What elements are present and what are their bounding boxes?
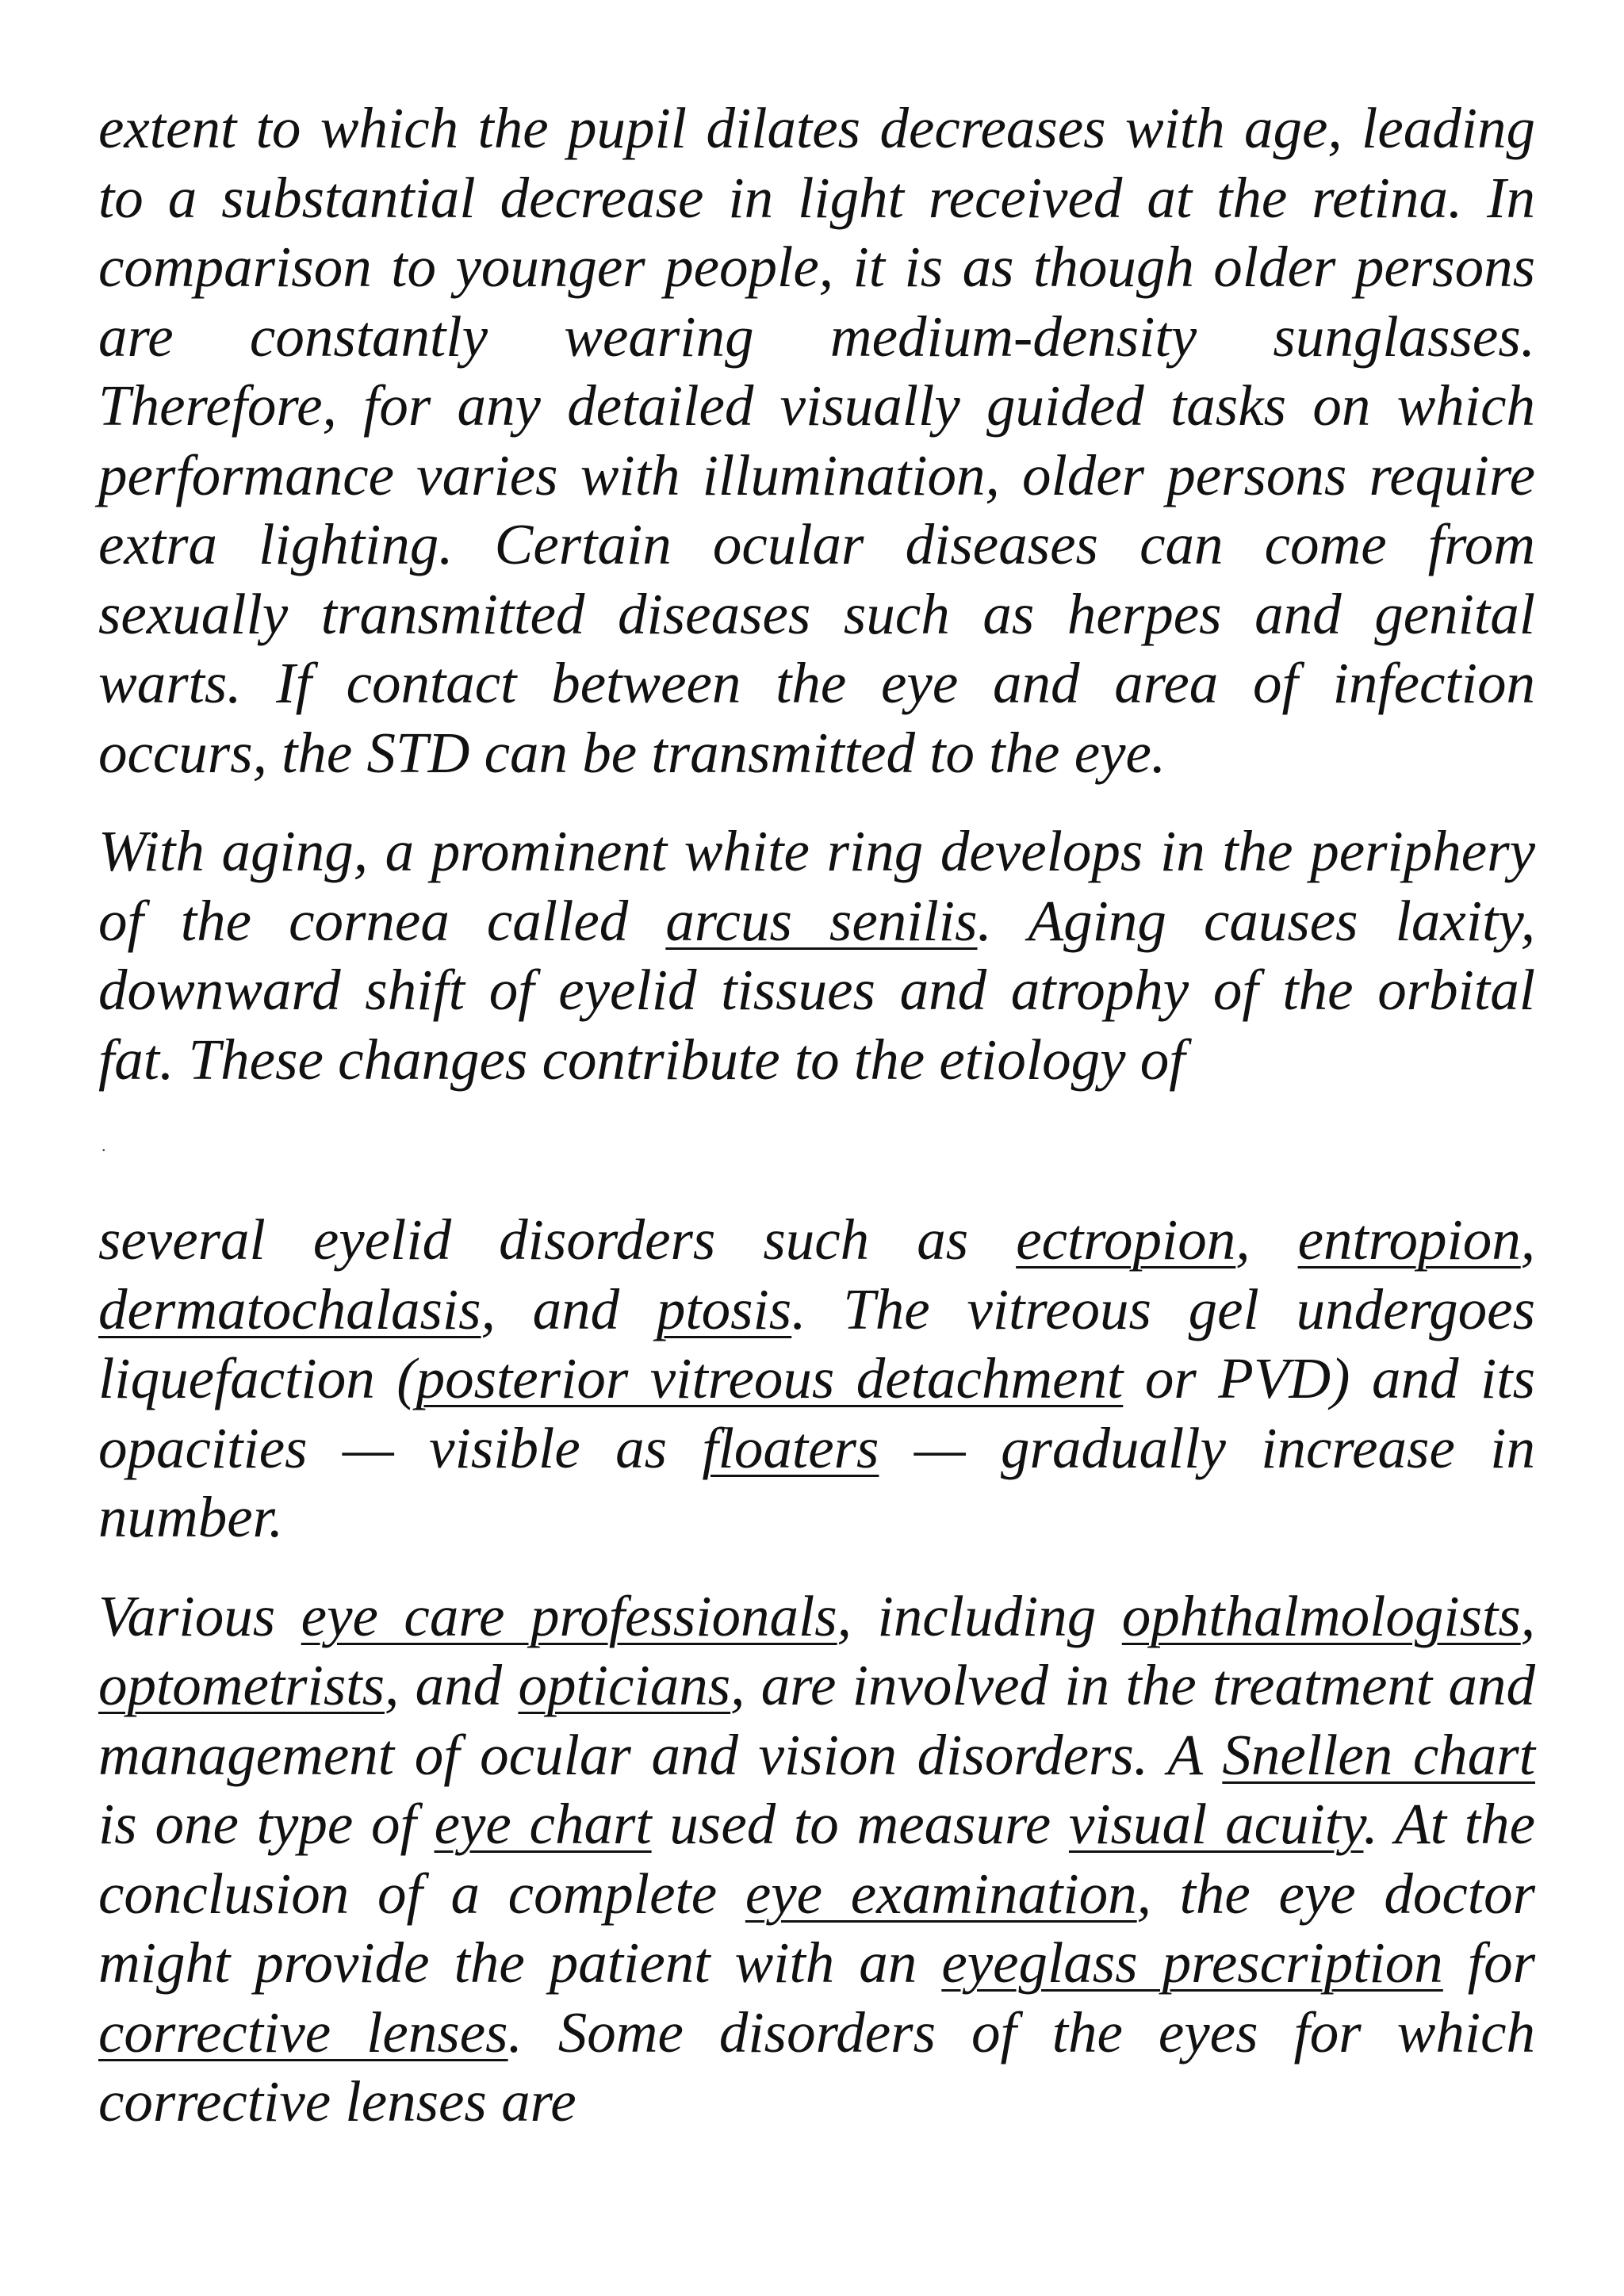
body-text: several eyelid disorders such as xyxy=(98,1207,1017,1272)
document-page xyxy=(98,94,1535,2137)
link-dermatochalasis[interactable]: dermatochalasis xyxy=(98,1276,481,1341)
link-entropion[interactable]: entropion xyxy=(1297,1207,1521,1272)
body-text: Various xyxy=(98,1583,301,1648)
link-corrective-lenses[interactable]: corrective lenses xyxy=(98,1999,508,2064)
paragraph-eyelid-disorders xyxy=(98,1205,1535,1552)
body-text: . Some disorders of the eyes for which corrective lenses are xyxy=(98,1999,1536,2133)
body-text: , the eye doctor might provide the patient with an xyxy=(98,1861,1535,1995)
body-text: or PVD) and its opacities — visible as xyxy=(98,1346,1535,1480)
body-text: , xyxy=(1235,1207,1298,1272)
link-eye-chart[interactable]: eye chart xyxy=(434,1792,652,1856)
body-text: , and xyxy=(481,1276,657,1341)
link-opticians[interactable]: opticians xyxy=(518,1653,731,1717)
body-text: , including xyxy=(837,1583,1122,1648)
body-text: . The vitreous gel undergoes liquefaction ( xyxy=(98,1276,1535,1410)
link-ectropion[interactable]: ectropion xyxy=(1016,1207,1236,1272)
body-text: extent to which the pupil dilates decreases with age, leading to a substantial decrease in light received at the retina. In comparison to younger people, it is as though older persons are constantly wearing medium-density sunglasses. Therefore, for any detailed visually guided tasks on which performance varies with illumination, older persons require extra lighting. Certain ocular diseases can come from sexually transmitted diseases such as herpes and genital warts. If contact between the eye and area of infection occurs, the STD can be transmitted to the eye. xyxy=(98,96,1535,785)
paragraph-arcus-senilis xyxy=(98,817,1535,1094)
link-ptosis[interactable]: ptosis xyxy=(656,1276,792,1341)
link-eye-care-professionals[interactable]: eye care professionals xyxy=(301,1583,837,1648)
body-text: used to measure xyxy=(651,1792,1069,1856)
body-text: , are involved in the treatment and management of ocular and vision disorders. A xyxy=(98,1653,1536,1787)
body-text: — gradually increase in number. xyxy=(98,1415,1535,1549)
body-text: , xyxy=(1520,1207,1535,1272)
page-break xyxy=(98,1094,1535,1205)
link-ophthalmologists[interactable]: ophthalmologists xyxy=(1121,1583,1521,1648)
body-text: , xyxy=(1520,1583,1535,1648)
link-floaters[interactable]: floaters xyxy=(702,1415,879,1480)
body-text: . At the conclusion of a complete xyxy=(98,1792,1535,1926)
link-visual-acuity[interactable]: visual acuity xyxy=(1068,1792,1364,1856)
paragraph-pupil-dilation xyxy=(98,94,1535,787)
paragraph-eye-care-professionals xyxy=(98,1582,1535,2137)
link-optometrists[interactable]: optometrists xyxy=(98,1653,385,1717)
link-eye-examination[interactable]: eye examination xyxy=(745,1861,1137,1926)
body-text: for xyxy=(1442,1931,1535,1995)
body-text: With aging, a prominent white ring develops in the periphery of the cornea called xyxy=(98,819,1535,953)
page-break-marker: . xyxy=(102,1135,106,1155)
link-posterior-vitreous-detachment[interactable]: posterior vitreous detachment xyxy=(416,1346,1124,1410)
body-text: , and xyxy=(384,1653,519,1717)
body-text: . Aging causes laxity, downward shift of eyelid tissues and atrophy of the orbital fat. These changes contribute to the etiology of xyxy=(98,888,1536,1092)
body-text: is one type of xyxy=(98,1792,435,1856)
link-eyeglass-prescription[interactable]: eyeglass prescription xyxy=(941,1931,1443,1995)
link-snellen-chart[interactable]: Snellen chart xyxy=(1222,1722,1535,1787)
link-arcus-senilis[interactable]: arcus senilis xyxy=(665,888,978,953)
